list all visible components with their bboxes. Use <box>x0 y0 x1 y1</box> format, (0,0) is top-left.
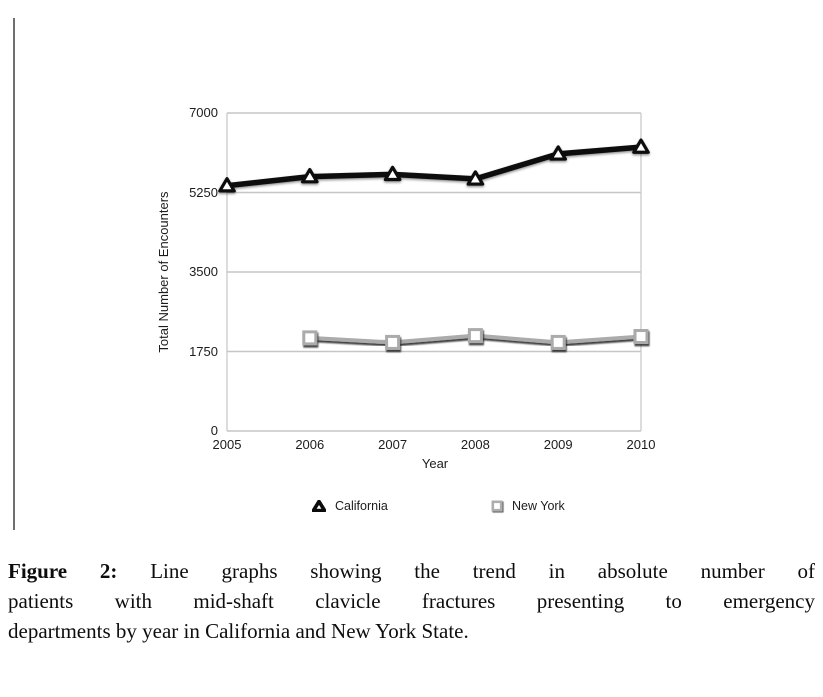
legend-item-new-york <box>491 498 565 514</box>
triangle-marker-icon <box>634 140 648 152</box>
x-axis-tick-label: 2006 <box>295 437 325 452</box>
y-axis-tick-label: 0 <box>210 423 218 438</box>
square-marker-icon <box>469 330 481 342</box>
x-axis-tick-label: 2005 <box>212 437 242 452</box>
caption-figure-label: Figure 2: <box>8 559 118 583</box>
square-marker-icon <box>635 331 647 343</box>
x-axis-tick-label: 2007 <box>378 437 408 452</box>
legend-item-california <box>312 498 388 514</box>
y-axis-title: Total Number of Encounters <box>156 191 171 353</box>
square-marker-icon <box>552 336 564 348</box>
x-axis-tick-label: 2008 <box>460 437 490 452</box>
figure-caption <box>8 556 815 646</box>
triangle-marker-icon <box>220 179 234 191</box>
caption-line-1-text: Line graphs showing the trend in absolute number of <box>150 559 816 583</box>
y-axis-tick-label: 3500 <box>189 264 218 279</box>
triangle-marker-icon <box>303 170 317 182</box>
legend-label-california: California <box>335 499 388 513</box>
triangle-marker-icon <box>468 172 482 184</box>
legend-label-new-york: New York <box>512 499 565 513</box>
triangle-marker-icon <box>312 500 326 512</box>
x-axis-tick-label: 2009 <box>543 437 573 452</box>
caption-line-1 <box>8 556 815 586</box>
y-axis-tick-label: 5250 <box>189 184 218 200</box>
x-axis-tick-label: 2010 <box>626 437 656 452</box>
square-marker-icon <box>491 500 503 512</box>
square-marker-icon <box>387 336 399 348</box>
caption-line-2: patients with mid-shaft clavicle fractures presenting to emergency <box>8 589 815 613</box>
y-axis-tick-label: 7000 <box>189 105 218 120</box>
square-marker-icon <box>304 332 316 344</box>
y-axis-tick-label: 1750 <box>189 343 218 359</box>
series-line-california <box>227 147 641 186</box>
caption-line-3: departments by year in California and New York State. <box>8 619 469 643</box>
triangle-marker-icon <box>551 147 565 159</box>
x-axis-title: Year <box>421 456 449 471</box>
triangle-marker-icon <box>385 167 399 179</box>
